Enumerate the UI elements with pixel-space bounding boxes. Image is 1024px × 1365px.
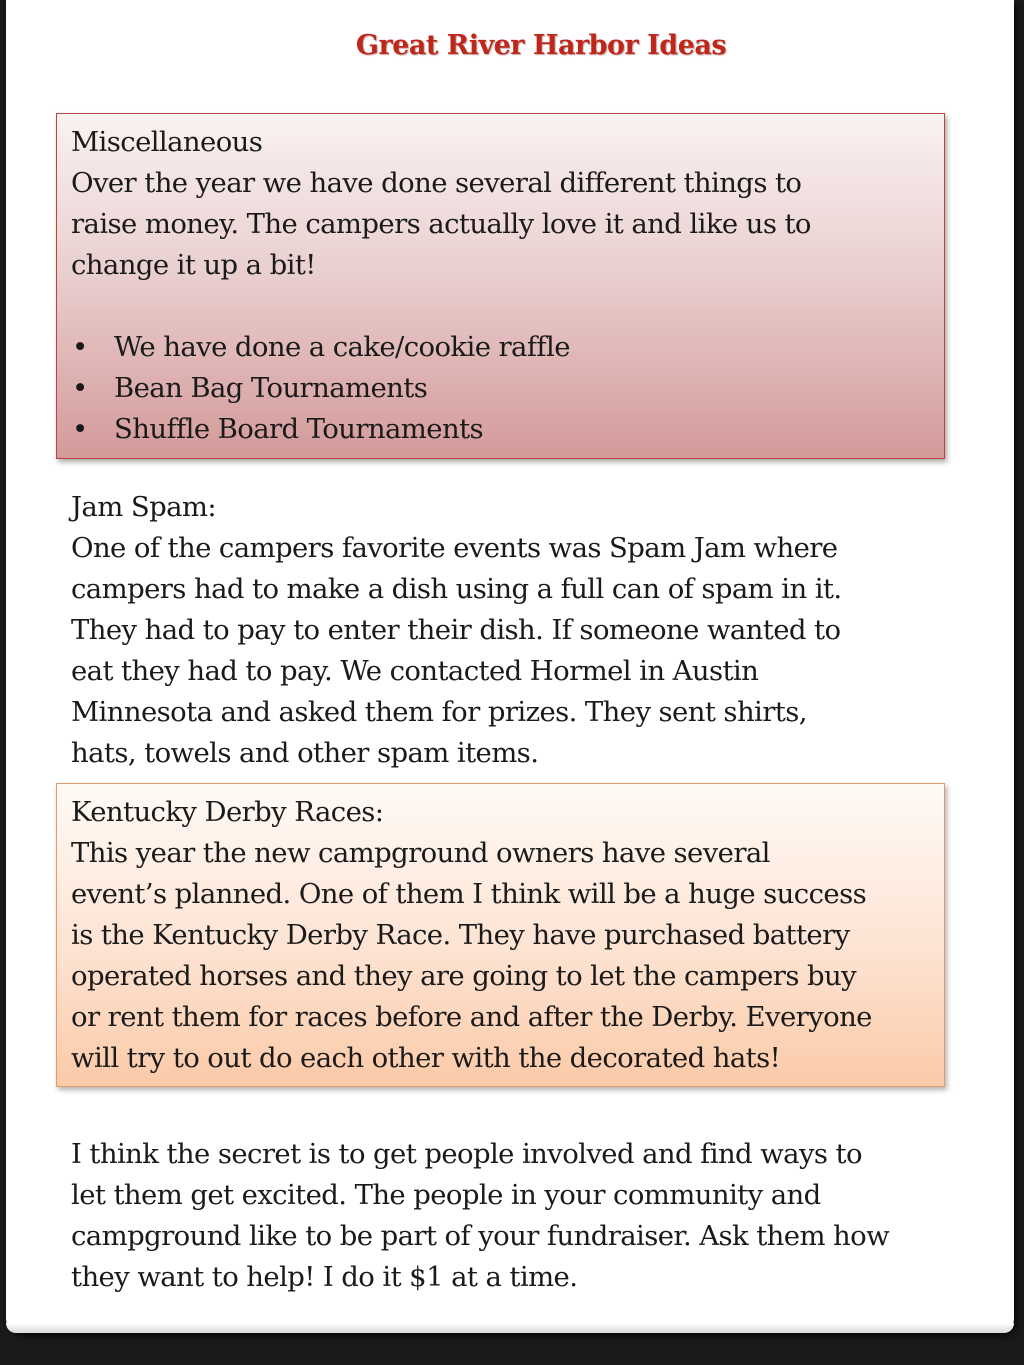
miscellaneous-heading: Miscellaneous bbox=[71, 126, 263, 158]
kentucky-derby-section bbox=[71, 792, 872, 1079]
bullet-item: • We have done a cake/cookie raffle bbox=[71, 327, 811, 368]
miscellaneous-section bbox=[71, 122, 811, 450]
jam-spam-line: hats, towels and other spam items. bbox=[71, 737, 539, 769]
jam-spam-line: campers had to make a dish using a full can of spam in it. bbox=[71, 573, 842, 605]
closing-line: campground like to be part of your fundraiser. Ask them how bbox=[71, 1220, 890, 1252]
kentucky-derby-heading: Kentucky Derby Races: bbox=[71, 796, 384, 828]
jam-spam-line: They had to pay to enter their dish. If someone wanted to bbox=[71, 614, 841, 646]
kentucky-derby-line: or rent them for races before and after the Derby. Everyone bbox=[71, 1001, 872, 1033]
jam-spam-heading: Jam Spam: bbox=[71, 491, 217, 523]
closing-line: they want to help! I do it $1 at a time. bbox=[71, 1261, 578, 1293]
bullet-item: • Bean Bag Tournaments bbox=[71, 368, 811, 409]
spacer bbox=[71, 286, 811, 327]
miscellaneous-line: Over the year we have done several different things to bbox=[71, 167, 802, 199]
closing-section bbox=[71, 1134, 889, 1298]
kentucky-derby-line: event’s planned. One of them I think will be a huge success bbox=[71, 878, 867, 910]
page-title: Great River Harbor Ideas bbox=[355, 30, 727, 61]
jam-spam-line: One of the campers favorite events was Spam Jam where bbox=[71, 532, 838, 564]
miscellaneous-line: raise money. The campers actually love it and like us to bbox=[71, 208, 811, 240]
kentucky-derby-line: will try to out do each other with the decorated hats! bbox=[71, 1042, 781, 1074]
bullet-item: • Shuffle Board Tournaments bbox=[71, 409, 811, 450]
miscellaneous-bullet-list bbox=[71, 327, 811, 450]
jam-spam-line: Minnesota and asked them for prizes. They sent shirts, bbox=[71, 696, 807, 728]
jam-spam-line: eat they had to pay. We contacted Hormel in Austin bbox=[71, 655, 759, 687]
miscellaneous-line: change it up a bit! bbox=[71, 249, 316, 281]
closing-line: let them get excited. The people in your community and bbox=[71, 1179, 821, 1211]
jam-spam-section bbox=[71, 487, 842, 774]
kentucky-derby-line: is the Kentucky Derby Race. They have purchased battery bbox=[71, 919, 850, 951]
closing-line: I think the secret is to get people involved and find ways to bbox=[71, 1138, 862, 1170]
slide-bottom-shade bbox=[6, 1323, 1014, 1333]
kentucky-derby-line: operated horses and they are going to let the campers buy bbox=[71, 960, 857, 992]
kentucky-derby-line: This year the new campground owners have several bbox=[71, 837, 770, 869]
